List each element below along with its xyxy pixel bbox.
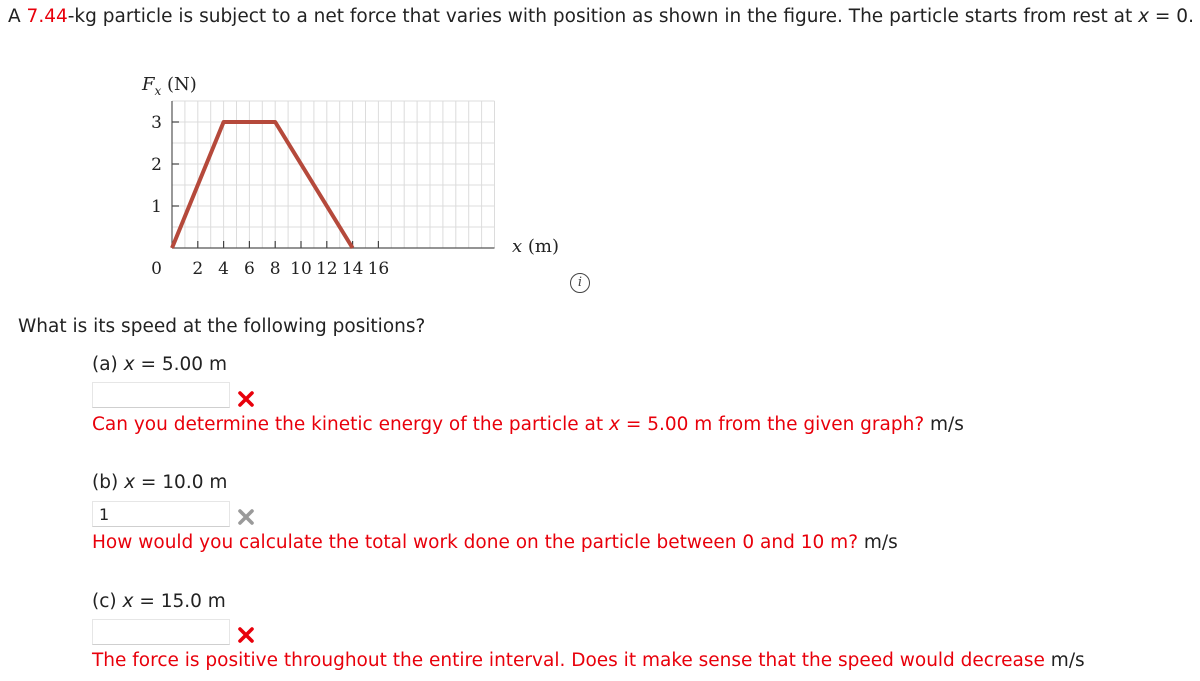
question-text: What is its speed at the following positions? — [18, 316, 426, 337]
x-tick-label: 6 — [243, 259, 255, 279]
x-tick-label: 4 — [218, 259, 230, 279]
part-c-hint: The force is positive throughout the entire interval. Does it make sense that the speed would decrease m/s — [92, 650, 1085, 671]
y-tick-label: 1 — [151, 197, 162, 217]
force-position-graph — [130, 68, 559, 279]
part-b-incorrect-icon — [236, 507, 256, 527]
part-c-answer-input[interactable] — [92, 619, 230, 645]
part-b-hint: How would you calculate the total work done on the particle between 0 and 10 m? m/s — [92, 532, 898, 553]
part-a-answer-input[interactable] — [92, 382, 230, 408]
info-icon[interactable]: i — [570, 273, 590, 293]
part-b-unit: m/s — [858, 532, 898, 553]
part-a-unit: m/s — [924, 414, 964, 435]
y-axis-label: $F_x$ (N) — [142, 74, 197, 98]
part-a-hint: Can you determine the kinetic energy of the particle at x = 5.00 m from the given graph? m/s — [92, 414, 964, 435]
x-tick-label: 8 — [269, 259, 281, 279]
graph-grid — [172, 101, 495, 248]
x-tick-label: 12 — [315, 259, 338, 279]
problem-statement: A 7.44-kg particle is subject to a net force that varies with position as shown in the figure. The particle starts from rest at x = 0. — [8, 6, 1194, 27]
x-tick-label: 14 — [341, 259, 364, 279]
mass-value: 7.44 — [26, 6, 68, 27]
part-a-label: (a) x = 5.00 m — [92, 354, 227, 375]
y-tick-label: 2 — [151, 155, 162, 175]
part-b-label: (b) x = 10.0 m — [92, 472, 228, 493]
part-b-answer-input[interactable] — [92, 501, 230, 527]
part-a-incorrect-icon — [236, 389, 256, 409]
part-c-label: (c) x = 15.0 m — [92, 591, 226, 612]
x-tick-label: 0 — [151, 259, 162, 279]
x-tick-label: 2 — [192, 259, 204, 279]
x-axis-label: x (m) — [512, 236, 559, 257]
y-tick-label: 3 — [151, 113, 162, 133]
x-tick-label: 16 — [367, 259, 390, 279]
part-c-unit: m/s — [1044, 650, 1085, 671]
part-c-incorrect-icon — [236, 625, 256, 645]
x-tick-label: 10 — [290, 259, 312, 279]
